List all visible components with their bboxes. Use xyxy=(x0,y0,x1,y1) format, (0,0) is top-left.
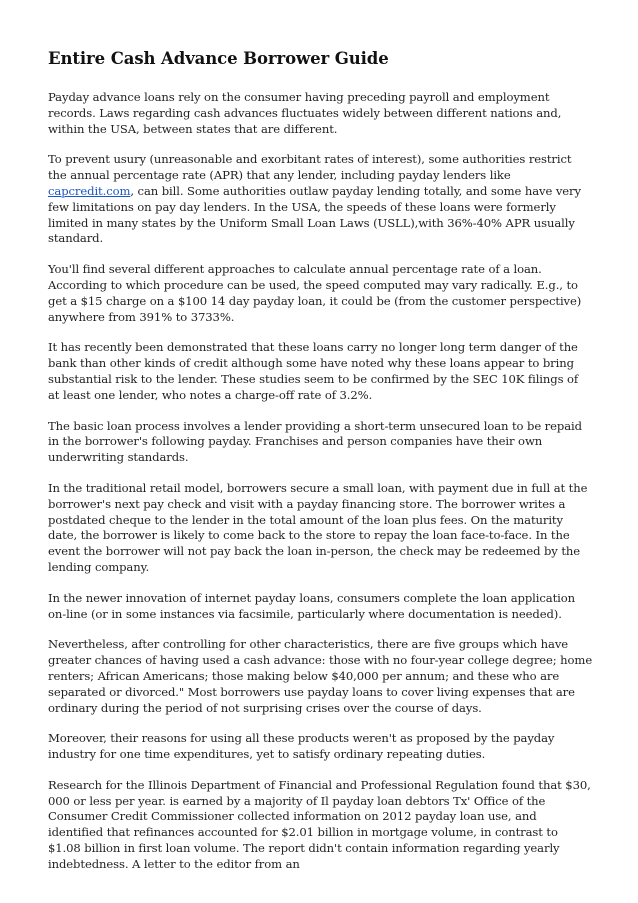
paragraph-internet-loans: In the newer innovation of internet payday loans, consumers complete the loan application on-line (or in some instances via facsimile, particularly where documentation is needed). xyxy=(48,590,576,621)
paragraph-loan-process: The basic loan process involves a lender providing a short-term unsecured loan to be repaid in the borrower's following payday. Franchises and person companies have their own underwriting standards. xyxy=(48,418,582,465)
paragraph-usury xyxy=(48,152,593,247)
paragraph-risk: It has recently been demonstrated that these loans carry no longer long term danger of the bank than other kinds of credit although some have noted why these loans appear to bring substantial risk to the lender. These studies seem to be confirmed by the SEC 10K filings of at least one lender, who notes a charge-off rate of 3.2%. xyxy=(48,340,579,402)
paragraph-illinois-research: Research for the Illinois Department of Financial and Professional Regulation found that $30, 000 or less per year. is earned by a majority of Il payday loan debtors Tx' Office of the Consumer Credit Commissioner collected information on 2012 payday loan use, and identified that refinances accounted for $2.01 billion in mortgage volume, in contrast to $1.08 billion in first loan volume. The report didn't contain information regarding yearly indebtedness. A letter to the editor from an xyxy=(48,777,591,871)
paragraph-borrower-groups: Nevertheless, after controlling for other characteristics, there are five groups which have greater chances of having used a cash advance: those with no four-year college degree; home renters; African Americans; those making below $40,000 per annum; and these who are separated or divorced." Most borrowers use payday loans to cover living expenses that are ordinary during the period of not surprising crises over the course of days. xyxy=(48,637,593,715)
paragraph-intro: Payday advance loans rely on the consumer having preceding payroll and employment records. Laws regarding cash advances fluctuates widely between different nations and, within the USA, between states that are different. xyxy=(48,90,562,136)
paragraph-retail-model: In the traditional retail model, borrowers secure a small loan, with payment due in full at the borrower's next pay check and visit with a payday financing store. The borrower writes a postdated cheque to the lender in the total amount of the loan plus fees. On the maturity date, the borrower is likely to come back to the store to repay the loan face-to-face. In the event the borrower will not pay back the loan in-person, the check may be redeemed by the lending company. xyxy=(48,480,588,574)
capcredit-link[interactable]: capcredit.com xyxy=(48,183,131,198)
paragraph-usury-text-start: To prevent usury (unreasonable and exorbitant rates of interest), some authorities restrict the annual percentage rate (APR) that any lender, including payday lenders like xyxy=(48,152,572,183)
paragraph-usury-text-end: , can bill. Some authorities outlaw payday lending totally, and some have very few limitations on pay day lenders. In the USA, the speeds of these loans were formerly limited in many states by the Uniform Small Loan Laws (USLL),with 36%-40% APR usually standard. xyxy=(48,183,581,246)
paragraph-apr-calculation: You'll find several different approaches to calculate annual percentage rate of a loan. According to which procedure can be used, the speed computed may vary radically. E.g., to get a $15 charge on a $100 14 day payday loan, it could be (from the customer perspective) anywhere from 391% to 3733%. xyxy=(48,262,582,324)
document-title: Entire Cash Advance Borrower Guide xyxy=(48,49,389,68)
paragraph-reasons: Moreover, their reasons for using all these products weren't as proposed by the payday industry for one time expenditures, yet to satisfy ordinary repeating duties. xyxy=(48,731,555,762)
document-page xyxy=(48,48,593,888)
